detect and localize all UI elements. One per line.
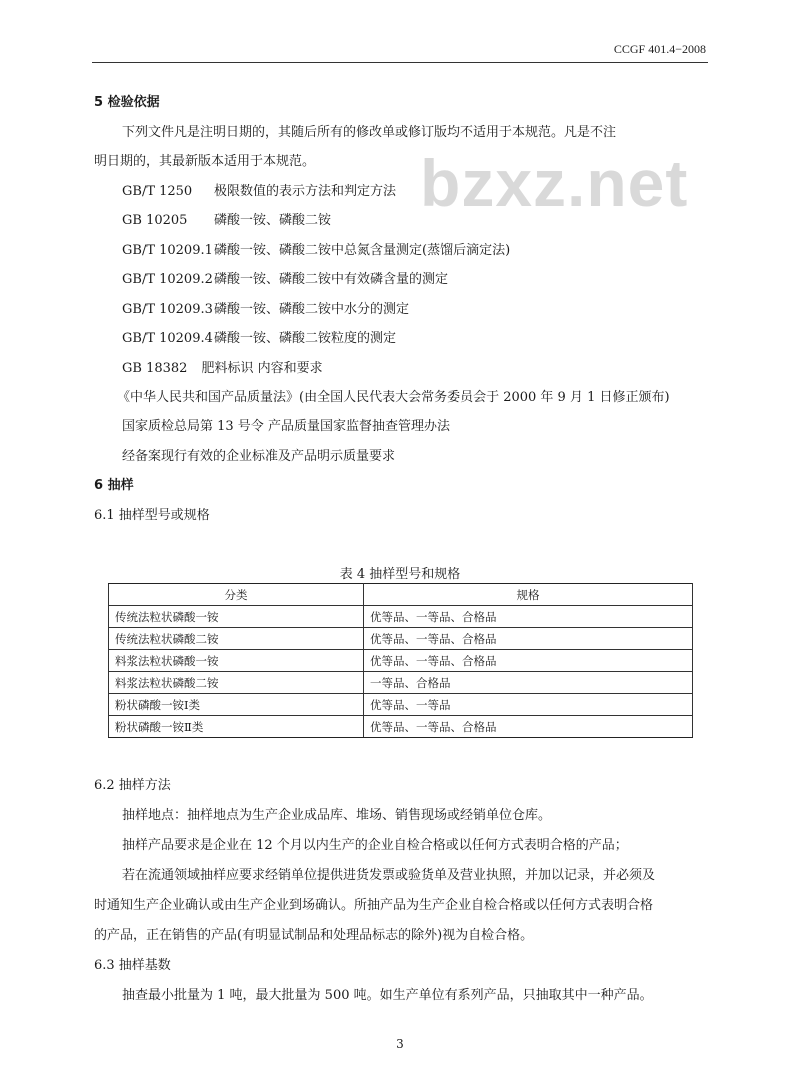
standard-title: 磷酸一铵、磷酸二铵中总氮含量测定(蒸馏后滴定法) (214, 243, 511, 258)
page-number: 3 (396, 1037, 404, 1051)
category-cell: 粉状磷酸一铵Ⅰ类 (109, 694, 364, 716)
section-5-intro-line-1: 下列文件凡是注明日期的，其随后所有的修改单或修订版均不适用于本规范。凡是不注 (122, 125, 617, 140)
circulation-sampling-line-2: 时通知生产企业确认或由生产企业到场确认。所抽产品为生产企业自检合格或以任何方式表明合格 (94, 898, 654, 913)
standard-code: GB 18382 (122, 361, 188, 376)
category-cell: 粉状磷酸一铵Ⅱ类 (109, 716, 364, 738)
section-5-intro-line-2: 明日期的，其最新版本适用于本规范。 (94, 154, 316, 169)
circulation-sampling-line-1: 若在流通领域抽样应要求经销单位提供进货发票或验货单及营业执照，并加以记录，并必须及 (122, 868, 656, 883)
standard-ref (122, 357, 323, 376)
standard-code: GB/T 1250 (122, 184, 193, 199)
standard-title: 磷酸一铵、磷酸二铵 (214, 213, 332, 228)
aqsiq-order-13: 国家质检总局第 13 号令 产品质量国家监督抽查管理办法 (122, 419, 450, 434)
standard-title: 磷酸一铵、磷酸二铵中有效磷含量的测定 (214, 272, 449, 287)
standard-code: GB/T 10209.4 (122, 331, 213, 346)
document-code: CCGF 401.4−2008 (613, 42, 706, 56)
sampling-base-text: 抽查最小批量为 1 吨，最大批量为 500 吨。如生产单位有系列产品，只抽取其中一种产品。 (122, 988, 653, 1003)
standard-title: 极限数值的表示方法和判定方法 (214, 184, 397, 199)
standard-ref (122, 180, 396, 199)
table-row (109, 694, 693, 716)
spec-cell: 优等品、一等品、合格品 (364, 650, 693, 672)
spec-cell: 优等品、一等品、合格品 (364, 606, 693, 628)
standard-code: GB/T 10209.2 (122, 272, 213, 287)
section-5-heading: 5 检验依据 (94, 95, 160, 110)
spec-cell: 优等品、一等品、合格品 (364, 716, 693, 738)
standard-code: GB/T 10209.3 (122, 302, 213, 317)
sampling-spec-table (108, 583, 693, 738)
category-cell: 料浆法粒状磷酸一铵 (109, 650, 364, 672)
spec-cell: 优等品、一等品、合格品 (364, 628, 693, 650)
standard-ref (122, 268, 448, 287)
spec-cell: 一等品、合格品 (364, 672, 693, 694)
standard-code: GB/T 10209.1 (122, 243, 213, 258)
section-6-3-heading: 6.3 抽样基数 (94, 958, 171, 973)
category-cell: 传统法粒状磷酸二铵 (109, 628, 364, 650)
section-6-1-heading: 6.1 抽样型号或规格 (94, 508, 210, 523)
table-row (109, 650, 693, 672)
standard-code: GB 10205 (122, 213, 188, 228)
sampling-location: 抽样地点：抽样地点为生产企业成品库、堆场、销售现场或经销单位仓库。 (122, 808, 552, 823)
column-header-category: 分类 (109, 584, 364, 606)
standard-title: 磷酸一铵、磷酸二铵中水分的测定 (214, 302, 410, 317)
enterprise-standards: 经备案现行有效的企业标准及产品明示质量要求 (122, 449, 396, 464)
column-header-spec: 规格 (364, 584, 693, 606)
table-row (109, 628, 693, 650)
category-cell: 料浆法粒状磷酸二铵 (109, 672, 364, 694)
section-6-heading: 6 抽样 (94, 478, 134, 493)
standard-ref (122, 327, 396, 346)
sampling-product-requirement: 抽样产品要求是企业在 12 个月以内生产的企业自检合格或以任何方式表明合格的产品； (122, 838, 628, 853)
section-6-2-heading: 6.2 抽样方法 (94, 778, 171, 793)
table-row (109, 716, 693, 738)
table-row (109, 606, 693, 628)
circulation-sampling-line-3: 的产品，正在销售的产品(有明显试制品和处理品标志的除外)视为自检合格。 (94, 928, 534, 943)
product-quality-law: 《中华人民共和国产品质量法》(由全国人民代表大会常务委员会于 2000 年 9 月 1 日修正颁布) (117, 390, 670, 405)
header-rule (92, 62, 708, 63)
table-header-row (109, 584, 693, 606)
spec-cell: 优等品、一等品 (364, 694, 693, 716)
category-cell: 传统法粒状磷酸一铵 (109, 606, 364, 628)
standard-title: 磷酸一铵、磷酸二铵粒度的测定 (214, 331, 397, 346)
watermark: bzxz.net (420, 146, 689, 220)
table-caption: 表 4 抽样型号和规格 (339, 567, 461, 582)
standard-title: 肥料标识 内容和要求 (201, 361, 323, 376)
standard-ref (122, 209, 331, 228)
table-row (109, 672, 693, 694)
standard-ref (122, 239, 510, 258)
standard-ref (122, 298, 409, 317)
